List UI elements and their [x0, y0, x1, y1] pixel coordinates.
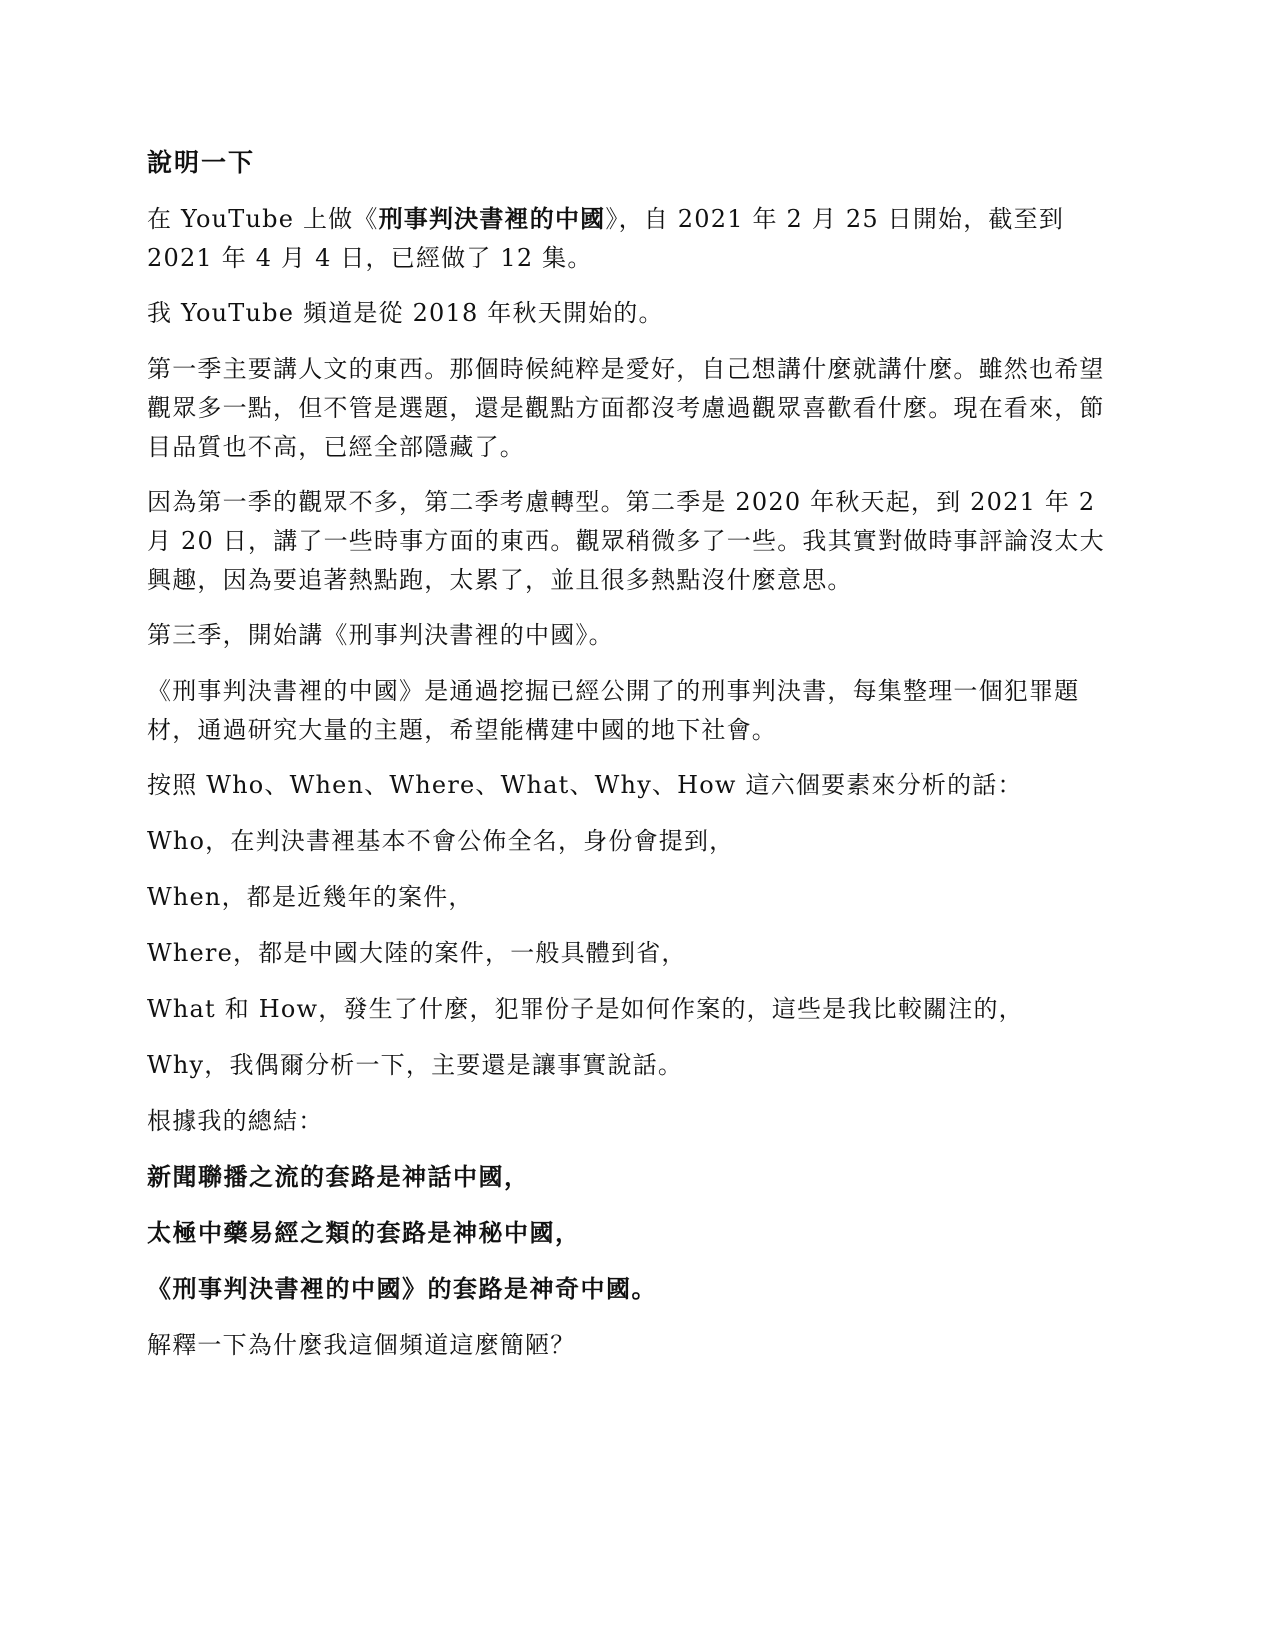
paragraph-season-two: 因為第一季的觀眾不多，第二季考慮轉型。第二季是 2020 年秋天起，到 2021 年 2 月 20 日，講了一些時事方面的東西。觀眾稍微多了一些。我其實對做時事評論沒太大興趣，因為要追著熱點跑，太累了，並且很多熱點沒什麼意思。 [147, 488, 1105, 594]
document-body [147, 145, 1112, 1382]
summary-line-mystic: 太極中藥易經之類的套路是神秘中國， [147, 1219, 581, 1247]
paragraph-season-one: 第一季主要講人文的東西。那個時候純粹是愛好，自己想講什麼就講什麼。雖然也希望觀眾多一點，但不管是選題，還是觀點方面都沒考慮過觀眾喜歡看什麼。現在看來，節目品質也不高，已經全部隱藏了。 [147, 355, 1105, 461]
summary-line-show: 《刑事判決書裡的中國》的套路是神奇中國。 [147, 1275, 657, 1303]
paragraph-what-how: What 和 How，發生了什麼，犯罪份子是如何作案的，這些是我比較關注的， [147, 995, 1024, 1023]
paragraph-summary-intro: 根據我的總結： [147, 1107, 324, 1135]
paragraph-show-description: 《刑事判決書裡的中國》是通過挖掘已經公開了的刑事判決書，每集整理一個犯罪題材，通過研究大量的主題，希望能構建中國的地下社會。 [147, 677, 1080, 744]
paragraph-closing-question: 解釋一下為什麼我這個頻道這麼簡陋？ [147, 1331, 576, 1359]
paragraph-why: Why，我偶爾分析一下，主要還是讓事實說話。 [147, 1051, 684, 1079]
paragraph-intro [147, 200, 1112, 278]
paragraph-where: Where，都是中國大陸的案件，一般具體到省， [147, 939, 687, 967]
document-title: 說明一下 [147, 148, 256, 177]
paragraph-six-elements: 按照 Who、When、Where、What、Why、How 這六個要素來分析的話： [147, 771, 1023, 799]
show-title-bold: 刑事判決書裡的中國 [378, 205, 606, 233]
paragraph-intro-part2: 》，自 2021 年 2 月 25 日開始，截至到 2021 年 4 月 4 日，已經做了 12 集。 [147, 205, 1065, 272]
paragraph-channel-start: 我 YouTube 頻道是從 2018 年秋天開始的。 [147, 299, 664, 327]
paragraph-when: When，都是近幾年的案件， [147, 883, 474, 911]
paragraph-season-three: 第三季，開始講《刑事判決書裡的中國》。 [147, 621, 614, 649]
paragraph-who: Who，在判決書裡基本不會公佈全名，身份會提到， [147, 827, 735, 855]
summary-line-news: 新聞聯播之流的套路是神話中國， [147, 1163, 530, 1191]
paragraph-intro-part1: 在 YouTube 上做《 [147, 205, 379, 233]
